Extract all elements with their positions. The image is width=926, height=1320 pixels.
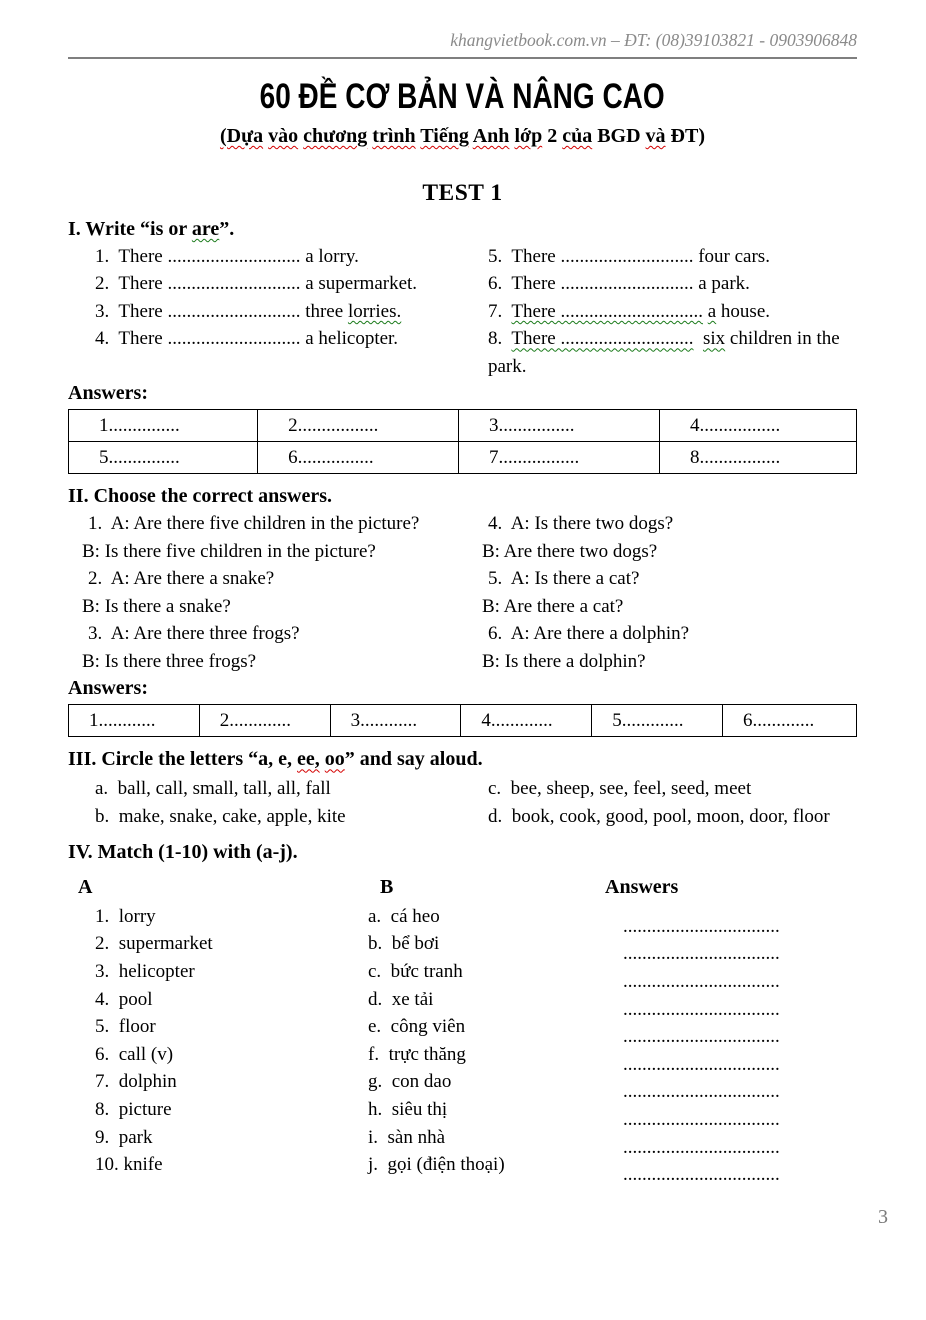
- text-segment: c. bee, sheep, see, feel, seed, meet: [488, 778, 752, 800]
- text-segment: 2. A: Are there a snake?: [88, 568, 275, 590]
- match-rows: [68, 903, 857, 1186]
- table-row: [69, 705, 857, 737]
- match-item-a: 6. call (v): [95, 1043, 174, 1065]
- text-segment: ĐT): [665, 124, 705, 147]
- spellcheck-squiggle-text: vào: [268, 124, 299, 147]
- exercise-item: [468, 298, 857, 326]
- match-item-a: 4. pool: [95, 988, 153, 1010]
- exercise-item: [468, 803, 857, 831]
- page-header: [68, 0, 857, 59]
- answer-cell: 3................: [459, 410, 660, 442]
- publisher-contact-info: khangvietbook.com.vn – ĐT: (08)39103821 - 0903906848: [450, 30, 857, 50]
- section-2-items: [68, 510, 857, 675]
- answers-table-2: [68, 704, 857, 737]
- section-3-right-column: [468, 775, 857, 830]
- text-segment: B: Are there two dogs?: [482, 540, 658, 562]
- answer-cell: 1...............: [69, 410, 258, 442]
- spellcheck-squiggle-text: (Dựa: [219, 124, 264, 147]
- match-item-a: 9. park: [95, 1126, 153, 1148]
- match-answer-line: .................................: [623, 943, 780, 965]
- text-segment: B: Is there three frogs?: [82, 650, 257, 672]
- section-4-heading: [68, 841, 857, 864]
- text-segment: 2. There ............................ a supermarket.: [95, 273, 418, 295]
- answers-table-1: [68, 409, 857, 474]
- text-segment: 4. A: Is there two dogs?: [488, 513, 674, 535]
- text-segment: 2: [542, 124, 563, 147]
- book-title: 60 ĐỀ CƠ BẢN VÀ NÂNG CAO: [259, 77, 666, 116]
- text-segment: B: Are there a cat?: [482, 595, 624, 617]
- text-segment: ”.: [219, 217, 235, 240]
- spellcheck-squiggle-text: There ..............................: [511, 300, 703, 322]
- match-item-b: d. xe tải: [368, 988, 434, 1010]
- text-segment: 6. A: Are there a dolphin?: [488, 623, 690, 645]
- answer-cell: 4.................: [659, 410, 856, 442]
- text-segment: II. Choose the correct answers.: [68, 485, 333, 508]
- match-answer-line: .................................: [623, 1026, 780, 1048]
- match-answer-line: .................................: [623, 1136, 780, 1158]
- text-segment: 6. There ............................ a park.: [488, 273, 750, 295]
- answer-cell: 4.............: [461, 705, 592, 737]
- page-number: 3: [878, 1206, 888, 1228]
- exercise-item: [468, 510, 857, 538]
- exercise-item: [468, 270, 857, 298]
- match-answer-line: .................................: [623, 1164, 780, 1186]
- text-segment: 7.: [488, 300, 512, 322]
- exercise-item: [468, 243, 857, 271]
- match-item-b: f. trực thăng: [368, 1043, 466, 1065]
- match-answer-line: .................................: [623, 1081, 780, 1103]
- spellcheck-squiggle-text: Anh: [472, 124, 510, 147]
- text-segment: B: Is there five children in the picture?: [82, 540, 376, 562]
- spellcheck-squiggle-text: lớp: [514, 124, 543, 147]
- match-item-a: 2. supermarket: [95, 933, 213, 955]
- section-1-left-column: [68, 243, 468, 381]
- match-item-b: h. siêu thị: [368, 1098, 448, 1120]
- text-segment: d. book, cook, good, pool, moon, door, floor: [488, 805, 830, 827]
- column-a-header: A: [78, 876, 93, 899]
- match-item-a: 3. helicopter: [95, 960, 195, 982]
- text-segment: a. ball, call, small, tall, all, fall: [95, 778, 331, 800]
- answer-cell: 6.............: [722, 705, 856, 737]
- match-item-b: j. gọi (điện thoại): [368, 1154, 505, 1176]
- text-segment: B: Is there a snake?: [82, 595, 231, 617]
- spellcheck-squiggle-text: lorries.: [347, 300, 402, 322]
- match-item-b: g. con dao: [368, 1071, 452, 1093]
- text-segment: I. Write “is or: [68, 217, 192, 240]
- book-title-wrap: [68, 79, 857, 116]
- exercise-item: [468, 775, 857, 803]
- answer-cell: 3............: [330, 705, 461, 737]
- exercise-item: [468, 648, 857, 676]
- spellcheck-squiggle-text: ee,: [297, 748, 320, 771]
- test-title: TEST 1: [422, 179, 503, 206]
- text-segment: ” and say aloud.: [344, 748, 483, 771]
- match-item-b: c. bức tranh: [368, 960, 463, 982]
- exercise-item: [468, 325, 857, 380]
- answer-cell: 7.................: [459, 442, 660, 474]
- exercise-item: [68, 775, 468, 803]
- text-segment: [693, 328, 703, 349]
- text-segment: 4. There ............................ a helicopter.: [95, 328, 399, 350]
- exercise-item: [68, 565, 468, 593]
- spellcheck-squiggle-text: are: [191, 217, 220, 240]
- section-3-heading: [68, 748, 857, 771]
- text-segment: 1. A: Are there five children in the picture?: [88, 513, 420, 535]
- text-segment: b. make, snake, cake, apple, kite: [95, 805, 346, 827]
- text-segment: IV. Match (1-10) with (a-j).: [68, 841, 298, 864]
- answer-cell: 8.................: [659, 442, 856, 474]
- spellcheck-squiggle-text: Tiếng: [420, 124, 469, 147]
- match-item-b: b. bể bơi: [368, 933, 440, 955]
- exercise-item: [468, 538, 857, 566]
- exercise-item: [68, 538, 468, 566]
- match-item-b: a. cá heo: [368, 905, 440, 927]
- exercise-item: [468, 620, 857, 648]
- column-b-header: B: [380, 876, 394, 899]
- text-segment: B: Is there a dolphin?: [482, 650, 646, 672]
- text-segment: 3. There ............................ three: [95, 300, 348, 322]
- match-item-a: 1. lorry: [95, 905, 156, 927]
- text-segment: 3. A: Are there three frogs?: [88, 623, 300, 645]
- answers-label: Answers:: [68, 677, 148, 700]
- exercise-item: [68, 803, 468, 831]
- exercise-item: [68, 593, 468, 621]
- match-item-b: i. sàn nhà: [368, 1126, 446, 1148]
- text-segment: 1. There ............................ a lorry.: [95, 245, 359, 267]
- section-2-left-column: [68, 510, 468, 675]
- spellcheck-squiggle-text: There ............................: [511, 328, 694, 350]
- section-1-right-column: [468, 243, 857, 381]
- exercise-item: [468, 565, 857, 593]
- answer-cell: 2.................: [258, 410, 459, 442]
- exercise-item: [68, 648, 468, 676]
- text-segment: 5. There ............................ four cars.: [488, 245, 770, 267]
- spellcheck-squiggle-text: của: [562, 124, 593, 147]
- exercise-item: [68, 510, 468, 538]
- spellcheck-squiggle-text: oo: [324, 748, 345, 771]
- answer-cell: 5...............: [69, 442, 258, 474]
- match-answer-line: .................................: [623, 970, 780, 992]
- section-3-left-column: [68, 775, 468, 830]
- match-item-a: 8. picture: [95, 1098, 172, 1120]
- answer-cell: 1............: [69, 705, 200, 737]
- section-1-items: [68, 243, 857, 381]
- book-subtitle: [68, 125, 857, 148]
- spellcheck-squiggle-text: và: [645, 124, 666, 147]
- match-item-b: e. công viên: [368, 1016, 466, 1038]
- match-row: [68, 903, 857, 937]
- exercise-item: [468, 593, 857, 621]
- answer-cell: 2.............: [199, 705, 330, 737]
- text-segment: BGD: [592, 124, 646, 147]
- exercise-item: [68, 620, 468, 648]
- answers-label: Answers:: [68, 382, 148, 405]
- answer-cell: 6................: [258, 442, 459, 474]
- spellcheck-squiggle-text: chương: [303, 124, 368, 147]
- match-item-a: 10. knife: [95, 1154, 163, 1176]
- section-1-heading: [68, 218, 857, 241]
- match-answer-line: .................................: [623, 1053, 780, 1075]
- spellcheck-squiggle-text: trình: [372, 124, 416, 147]
- text-segment: house.: [716, 300, 770, 322]
- match-answer-line: .................................: [623, 998, 780, 1020]
- exercise-item: [68, 243, 468, 271]
- section-2-heading: [68, 485, 857, 508]
- answer-cell: 5.............: [592, 705, 723, 737]
- spellcheck-squiggle-text: six: [702, 328, 726, 350]
- table-row: [69, 442, 857, 474]
- answers-column-header: Answers: [605, 876, 679, 899]
- text-segment: 8.: [488, 328, 512, 350]
- match-item-a: 5. floor: [95, 1016, 156, 1038]
- text-segment: III. Circle the letters “a, e,: [68, 748, 298, 771]
- match-answer-line: .................................: [623, 915, 780, 937]
- match-column-headers: [68, 874, 857, 902]
- exercise-item: [68, 325, 468, 353]
- exercise-item: [68, 298, 468, 326]
- spellcheck-squiggle-text: a: [707, 300, 717, 322]
- text-segment: children in the park.: [488, 328, 845, 377]
- exercise-item: [68, 270, 468, 298]
- table-row: [69, 410, 857, 442]
- match-item-a: 7. dolphin: [95, 1071, 177, 1093]
- section-3-items: [68, 775, 857, 830]
- match-answer-line: .................................: [623, 1108, 780, 1130]
- text-segment: 5. A: Is there a cat?: [488, 568, 640, 590]
- section-2-right-column: [468, 510, 857, 675]
